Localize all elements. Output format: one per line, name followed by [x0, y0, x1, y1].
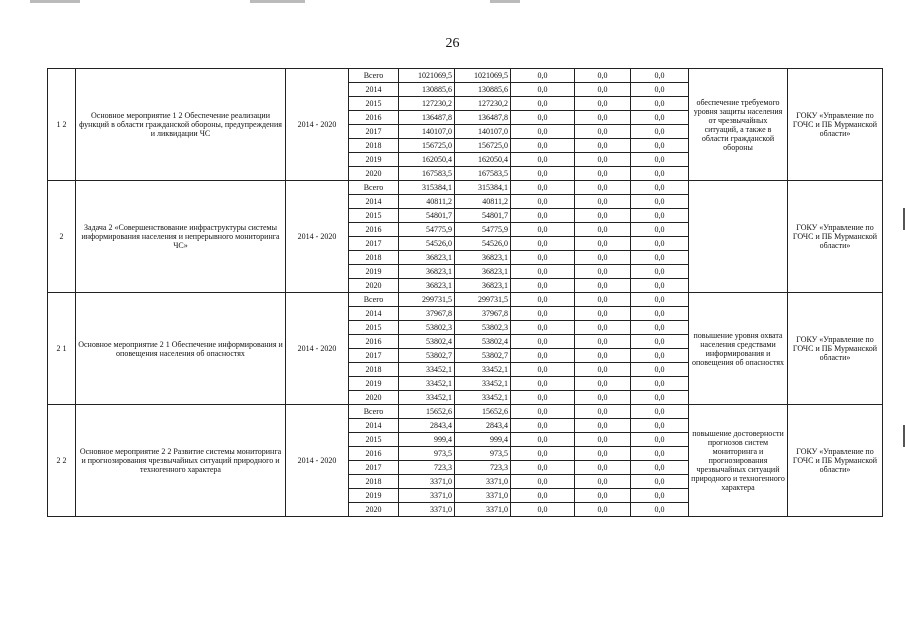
local-value: 0,0 [575, 265, 631, 279]
other-value: 0,0 [631, 489, 689, 503]
federal-value: 0,0 [511, 139, 575, 153]
local-value: 0,0 [575, 97, 631, 111]
other-value: 0,0 [631, 125, 689, 139]
federal-value: 0,0 [511, 153, 575, 167]
year-label: 2019 [349, 265, 399, 279]
regional-value: 3371,0 [455, 503, 511, 517]
item-period: 2014 - 2020 [286, 69, 349, 181]
local-value: 0,0 [575, 195, 631, 209]
year-label: 2014 [349, 83, 399, 97]
year-label: Всего [349, 69, 399, 83]
item-period: 2014 - 2020 [286, 293, 349, 405]
total-value: 3371,0 [399, 503, 455, 517]
other-value: 0,0 [631, 69, 689, 83]
other-value: 0,0 [631, 251, 689, 265]
year-label: 2015 [349, 97, 399, 111]
total-value: 36823,1 [399, 265, 455, 279]
year-label: 2017 [349, 237, 399, 251]
total-value: 723,3 [399, 461, 455, 475]
local-value: 0,0 [575, 293, 631, 307]
other-value: 0,0 [631, 503, 689, 517]
total-value: 36823,1 [399, 251, 455, 265]
other-value: 0,0 [631, 195, 689, 209]
total-value: 33452,1 [399, 391, 455, 405]
local-value: 0,0 [575, 125, 631, 139]
other-value: 0,0 [631, 223, 689, 237]
federal-value: 0,0 [511, 307, 575, 321]
regional-value: 162050,4 [455, 153, 511, 167]
regional-value: 973,5 [455, 447, 511, 461]
total-value: 973,5 [399, 447, 455, 461]
federal-value: 0,0 [511, 125, 575, 139]
local-value: 0,0 [575, 237, 631, 251]
item-period: 2014 - 2020 [286, 181, 349, 293]
year-label: 2017 [349, 349, 399, 363]
federal-value: 0,0 [511, 419, 575, 433]
other-value: 0,0 [631, 83, 689, 97]
federal-value: 0,0 [511, 83, 575, 97]
federal-value: 0,0 [511, 97, 575, 111]
year-label: 2016 [349, 111, 399, 125]
federal-value: 0,0 [511, 321, 575, 335]
other-value: 0,0 [631, 167, 689, 181]
year-label: 2020 [349, 167, 399, 181]
expected-result [689, 181, 788, 293]
local-value: 0,0 [575, 335, 631, 349]
item-number: 1 2 [48, 69, 76, 181]
expected-result: обеспечение требуемого уровня защиты населения от чрезвычайных ситуаций, а также в области гражданской обороны [689, 69, 788, 181]
regional-value: 33452,1 [455, 391, 511, 405]
regional-value: 140107,0 [455, 125, 511, 139]
other-value: 0,0 [631, 153, 689, 167]
federal-value: 0,0 [511, 223, 575, 237]
regional-value: 53802,3 [455, 321, 511, 335]
expected-result: повышение уровня охвата населения средствами информирования и оповещения об опасностях [689, 293, 788, 405]
total-value: 130885,6 [399, 83, 455, 97]
regional-value: 36823,1 [455, 265, 511, 279]
year-label: 2019 [349, 377, 399, 391]
regional-value: 1021069,5 [455, 69, 511, 83]
other-value: 0,0 [631, 335, 689, 349]
local-value: 0,0 [575, 153, 631, 167]
item-number: 2 2 [48, 405, 76, 517]
local-value: 0,0 [575, 167, 631, 181]
total-value: 54526,0 [399, 237, 455, 251]
total-value: 40811,2 [399, 195, 455, 209]
local-value: 0,0 [575, 405, 631, 419]
local-value: 0,0 [575, 377, 631, 391]
other-value: 0,0 [631, 447, 689, 461]
year-label: 2016 [349, 223, 399, 237]
regional-value: 53802,4 [455, 335, 511, 349]
other-value: 0,0 [631, 405, 689, 419]
total-value: 54801,7 [399, 209, 455, 223]
local-value: 0,0 [575, 503, 631, 517]
regional-value: 54775,9 [455, 223, 511, 237]
year-label: 2017 [349, 125, 399, 139]
year-label: 2020 [349, 279, 399, 293]
year-label: 2019 [349, 489, 399, 503]
other-value: 0,0 [631, 209, 689, 223]
federal-value: 0,0 [511, 209, 575, 223]
other-value: 0,0 [631, 349, 689, 363]
federal-value: 0,0 [511, 433, 575, 447]
regional-value: 36823,1 [455, 279, 511, 293]
other-value: 0,0 [631, 377, 689, 391]
total-value: 140107,0 [399, 125, 455, 139]
local-value: 0,0 [575, 223, 631, 237]
year-label: 2018 [349, 363, 399, 377]
other-value: 0,0 [631, 321, 689, 335]
regional-value: 136487,8 [455, 111, 511, 125]
item-period: 2014 - 2020 [286, 405, 349, 517]
federal-value: 0,0 [511, 279, 575, 293]
scan-artifact [250, 0, 305, 3]
other-value: 0,0 [631, 111, 689, 125]
regional-value: 130885,6 [455, 83, 511, 97]
other-value: 0,0 [631, 433, 689, 447]
total-value: 33452,1 [399, 377, 455, 391]
year-label: 2016 [349, 447, 399, 461]
federal-value: 0,0 [511, 237, 575, 251]
local-value: 0,0 [575, 83, 631, 97]
regional-value: 723,3 [455, 461, 511, 475]
federal-value: 0,0 [511, 69, 575, 83]
total-value: 999,4 [399, 433, 455, 447]
other-value: 0,0 [631, 391, 689, 405]
local-value: 0,0 [575, 181, 631, 195]
table-row [48, 69, 883, 83]
federal-value: 0,0 [511, 447, 575, 461]
year-label: 2014 [349, 195, 399, 209]
federal-value: 0,0 [511, 363, 575, 377]
year-label: Всего [349, 405, 399, 419]
regional-value: 33452,1 [455, 377, 511, 391]
total-value: 54775,9 [399, 223, 455, 237]
regional-value: 53802,7 [455, 349, 511, 363]
table-row [48, 405, 883, 419]
year-label: Всего [349, 181, 399, 195]
total-value: 53802,3 [399, 321, 455, 335]
item-title: Основное мероприятие 1 2 Обеспечение реализации функций в области гражданской обороны, предупреждения и ликвидации ЧС [76, 69, 286, 181]
local-value: 0,0 [575, 69, 631, 83]
other-value: 0,0 [631, 237, 689, 251]
regional-value: 999,4 [455, 433, 511, 447]
federal-value: 0,0 [511, 167, 575, 181]
budget-table [47, 68, 883, 517]
table-row [48, 293, 883, 307]
federal-value: 0,0 [511, 265, 575, 279]
federal-value: 0,0 [511, 293, 575, 307]
regional-value: 156725,0 [455, 139, 511, 153]
total-value: 167583,5 [399, 167, 455, 181]
regional-value: 3371,0 [455, 475, 511, 489]
regional-value: 127230,2 [455, 97, 511, 111]
other-value: 0,0 [631, 181, 689, 195]
federal-value: 0,0 [511, 111, 575, 125]
regional-value: 33452,1 [455, 363, 511, 377]
scan-artifact [30, 0, 80, 3]
executor: ГОКУ «Управление по ГОЧС и ПБ Мурманской области» [788, 405, 883, 517]
total-value: 2843,4 [399, 419, 455, 433]
federal-value: 0,0 [511, 251, 575, 265]
local-value: 0,0 [575, 489, 631, 503]
year-label: 2015 [349, 321, 399, 335]
year-label: 2018 [349, 139, 399, 153]
federal-value: 0,0 [511, 461, 575, 475]
year-label: 2014 [349, 419, 399, 433]
other-value: 0,0 [631, 475, 689, 489]
total-value: 1021069,5 [399, 69, 455, 83]
year-label: 2015 [349, 433, 399, 447]
total-value: 3371,0 [399, 475, 455, 489]
local-value: 0,0 [575, 461, 631, 475]
total-value: 33452,1 [399, 363, 455, 377]
federal-value: 0,0 [511, 335, 575, 349]
executor: ГОКУ «Управление по ГОЧС и ПБ Мурманской области» [788, 181, 883, 293]
year-label: 2017 [349, 461, 399, 475]
other-value: 0,0 [631, 419, 689, 433]
item-title: Задача 2 «Совершенствование инфраструктуры системы информирования населения и непрерывного мониторинга ЧС» [76, 181, 286, 293]
year-label: 2019 [349, 153, 399, 167]
scan-artifact [490, 0, 520, 3]
local-value: 0,0 [575, 447, 631, 461]
total-value: 37967,8 [399, 307, 455, 321]
executor: ГОКУ «Управление по ГОЧС и ПБ Мурманской области» [788, 69, 883, 181]
total-value: 15652,6 [399, 405, 455, 419]
local-value: 0,0 [575, 251, 631, 265]
item-number: 2 1 [48, 293, 76, 405]
other-value: 0,0 [631, 363, 689, 377]
federal-value: 0,0 [511, 377, 575, 391]
local-value: 0,0 [575, 209, 631, 223]
regional-value: 36823,1 [455, 251, 511, 265]
federal-value: 0,0 [511, 475, 575, 489]
total-value: 3371,0 [399, 489, 455, 503]
other-value: 0,0 [631, 97, 689, 111]
table-row [48, 181, 883, 195]
year-label: 2020 [349, 503, 399, 517]
local-value: 0,0 [575, 391, 631, 405]
total-value: 162050,4 [399, 153, 455, 167]
other-value: 0,0 [631, 461, 689, 475]
federal-value: 0,0 [511, 503, 575, 517]
local-value: 0,0 [575, 279, 631, 293]
item-number: 2 [48, 181, 76, 293]
federal-value: 0,0 [511, 349, 575, 363]
total-value: 53802,4 [399, 335, 455, 349]
regional-value: 315384,1 [455, 181, 511, 195]
local-value: 0,0 [575, 111, 631, 125]
local-value: 0,0 [575, 307, 631, 321]
other-value: 0,0 [631, 279, 689, 293]
other-value: 0,0 [631, 139, 689, 153]
local-value: 0,0 [575, 419, 631, 433]
local-value: 0,0 [575, 349, 631, 363]
federal-value: 0,0 [511, 181, 575, 195]
year-label: 2016 [349, 335, 399, 349]
year-label: 2020 [349, 391, 399, 405]
item-title: Основное мероприятие 2 2 Развитие системы мониторинга и прогнозирования чрезвычайных ситуаций природного и техногенного характера [76, 405, 286, 517]
regional-value: 2843,4 [455, 419, 511, 433]
regional-value: 54526,0 [455, 237, 511, 251]
item-title: Основное мероприятие 2 1 Обеспечение информирования и оповещения населения об опасностях [76, 293, 286, 405]
regional-value: 167583,5 [455, 167, 511, 181]
year-label: Всего [349, 293, 399, 307]
regional-value: 54801,7 [455, 209, 511, 223]
regional-value: 299731,5 [455, 293, 511, 307]
federal-value: 0,0 [511, 391, 575, 405]
local-value: 0,0 [575, 433, 631, 447]
local-value: 0,0 [575, 475, 631, 489]
federal-value: 0,0 [511, 195, 575, 209]
other-value: 0,0 [631, 265, 689, 279]
total-value: 36823,1 [399, 279, 455, 293]
total-value: 53802,7 [399, 349, 455, 363]
page-number: 26 [445, 36, 460, 51]
year-label: 2015 [349, 209, 399, 223]
year-label: 2014 [349, 307, 399, 321]
regional-value: 37967,8 [455, 307, 511, 321]
year-label: 2018 [349, 475, 399, 489]
local-value: 0,0 [575, 139, 631, 153]
executor: ГОКУ «Управление по ГОЧС и ПБ Мурманской области» [788, 293, 883, 405]
federal-value: 0,0 [511, 405, 575, 419]
regional-value: 3371,0 [455, 489, 511, 503]
local-value: 0,0 [575, 363, 631, 377]
year-label: 2018 [349, 251, 399, 265]
federal-value: 0,0 [511, 489, 575, 503]
total-value: 136487,8 [399, 111, 455, 125]
local-value: 0,0 [575, 321, 631, 335]
regional-value: 40811,2 [455, 195, 511, 209]
regional-value: 15652,6 [455, 405, 511, 419]
expected-result: повышение достоверности прогнозов систем мониторинга и прогнозирования чрезвычайных ситуаций природного и техногенного характера [689, 405, 788, 517]
other-value: 0,0 [631, 307, 689, 321]
total-value: 127230,2 [399, 97, 455, 111]
total-value: 299731,5 [399, 293, 455, 307]
budget-table-body [48, 69, 883, 517]
total-value: 156725,0 [399, 139, 455, 153]
other-value: 0,0 [631, 293, 689, 307]
total-value: 315384,1 [399, 181, 455, 195]
